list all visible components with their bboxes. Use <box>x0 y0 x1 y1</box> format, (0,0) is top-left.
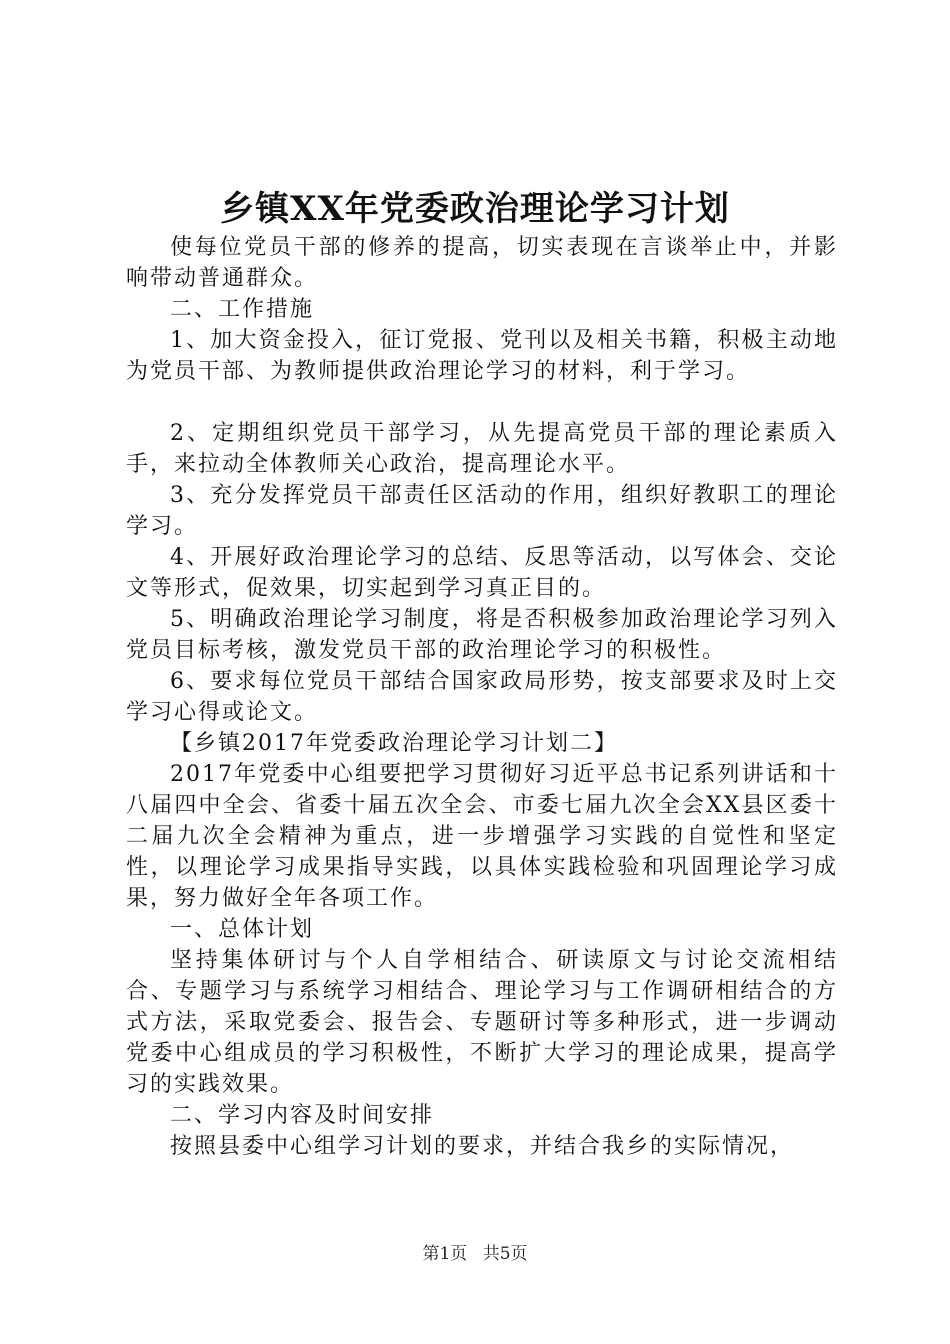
paragraph: 按照县委中心组学习计划的要求，并结合我乡的实际情况， <box>170 1134 795 1159</box>
section-heading: 【乡镇2017年党委政治理论学习计划二】 <box>170 731 618 756</box>
paragraph: 5、明确政治理论学习制度，将是否积极参加政治理论学习列入党员目标考核，激发党员干部的政治理论学习的积极性。 <box>126 607 838 663</box>
section-heading: 二、学习内容及时间安排 <box>170 1103 435 1128</box>
document-body <box>126 232 838 1162</box>
section-heading: 一、总体计划 <box>170 917 315 942</box>
paragraph: 4、开展好政治理论学习的总结、反思等活动，以写体会、交论文等形式，促效果，切实起到学习真正目的。 <box>126 545 838 601</box>
document-title: 乡镇XX年党委政治理论学习计划 <box>220 189 730 229</box>
paragraph: 坚持集体研讨与个人自学相结合、研读原文与讨论交流相结合、专题学习与系统学习相结合、理论学习与工作调研相结合的方式方法，采取党委会、报告会、专题研讨等多种形式，进一步调动党委中心组成员的学习积极性，不断扩大学习的理论成果，提高学习的实践效果。 <box>126 948 838 1097</box>
page-number: 第1页 <box>422 1244 468 1264</box>
paragraph: 2、定期组织党员干部学习，从先提高党员干部的理论素质入手，来拉动全体教师关心政治，提高理论水平。 <box>126 421 838 477</box>
paragraph: 1、加大资金投入，征订党报、党刊以及相关书籍，积极主动地为党员干部、为教师提供政治理论学习的材料，利于学习。 <box>126 328 838 384</box>
paragraph: 使每位党员干部的修养的提高，切实表现在言谈举止中，并影响带动普通群众。 <box>126 235 838 291</box>
page-footer <box>0 1242 950 1266</box>
section-heading: 二、工作措施 <box>170 297 315 322</box>
paragraph: 3、充分发挥党员干部责任区活动的作用，组织好教职工的理论学习。 <box>126 483 838 539</box>
paragraph: 6、要求每位党员干部结合国家政局形势，按支部要求及时上交学习心得或论文。 <box>126 669 838 725</box>
page-total: 共5页 <box>482 1244 528 1264</box>
blank-line <box>126 387 838 418</box>
paragraph: 2017年党委中心组要把学习贯彻好习近平总书记系列讲话和十八届四中全会、省委十届五次全会、市委七届九次全会XX县区委十二届九次全会精神为重点，进一步增强学习实践的自觉性和坚定性，以理论学习成果指导实践，以具体实践检验和巩固理论学习成果，努力做好全年各项工作。 <box>126 762 838 911</box>
